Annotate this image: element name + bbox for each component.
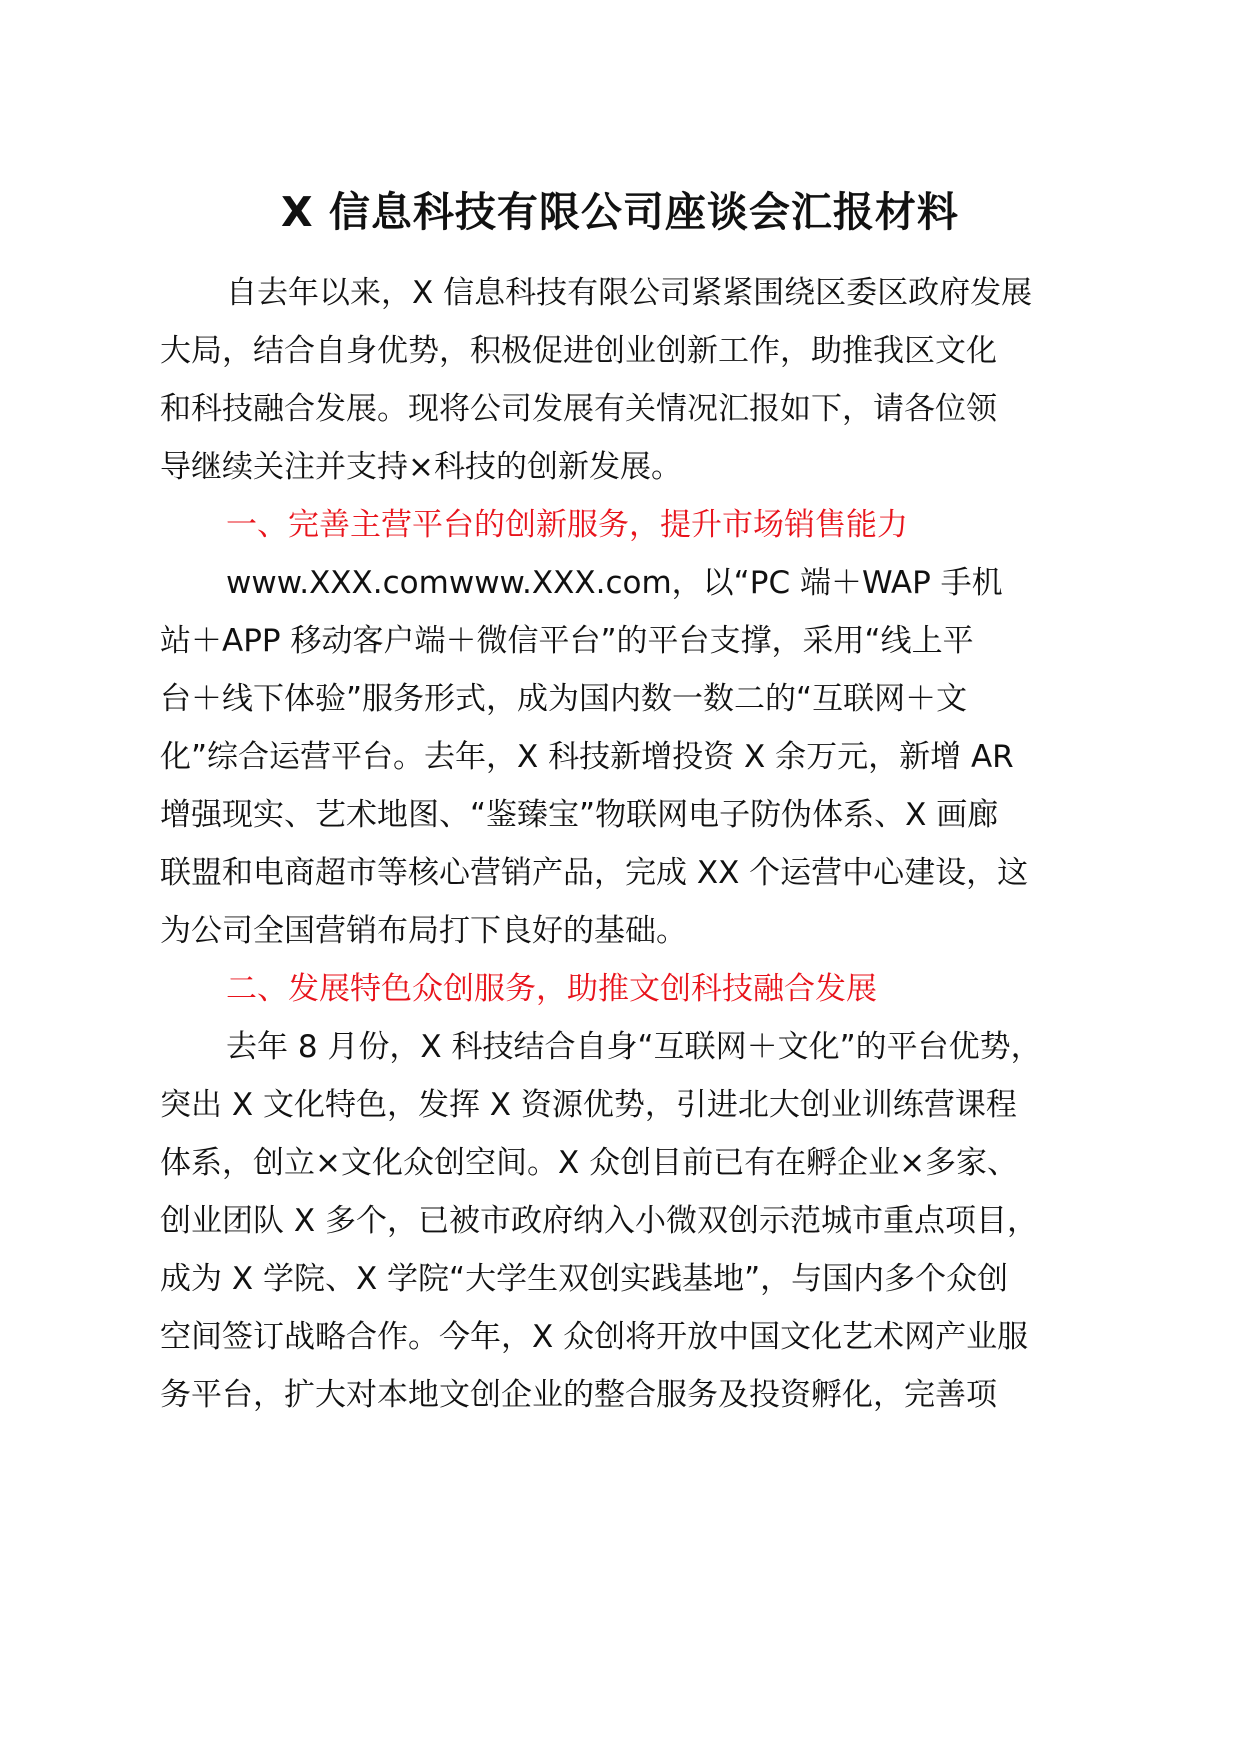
intro-line: 大局，结合自身优势，积极促进创业创新工作，助推我区文化	[160, 333, 997, 369]
intro-line: 和科技融合发展。现将公司发展有关情况汇报如下，请各位领	[160, 391, 997, 427]
section2-line: 务平台，扩大对本地文创企业的整合服务及投资孵化，完善项	[160, 1377, 997, 1413]
intro-line: 自去年以来，X 信息科技有限公司紧紧围绕区委区政府发展	[226, 275, 1033, 311]
section1-line: 站＋APP 移动客户端＋微信平台”的平台支撑，采用“线上平	[160, 623, 974, 659]
section1-line: 为公司全国营销布局打下良好的基础。	[160, 913, 687, 949]
section1-line: 增强现实、艺术地图、“鉴臻宝”物联网电子防伪体系、X 画廊	[160, 797, 999, 833]
section1-line: 化”综合运营平台。去年，X 科技新增投资 X 余万元，新增 AR	[160, 739, 1014, 775]
section1-line: www.XXX.comwww.XXX.com，以“PC 端＋WAP 手机	[226, 565, 1003, 601]
intro-line: 导继续关注并支持×科技的创新发展。	[160, 449, 682, 485]
section2-line: 空间签订战略合作。今年，X 众创将开放中国文化艺术网产业服	[160, 1319, 1029, 1355]
section2-line: 体系，创立×文化众创空间。X 众创目前已有在孵企业×多家、	[160, 1145, 1019, 1181]
section1-line: 联盟和电商超市等核心营销产品，完成 XX 个运营中心建设，这	[160, 855, 1029, 891]
section2-line: 去年 8 月份，X 科技结合自身“互联网＋文化”的平台优势，	[226, 1029, 1042, 1065]
section2-line: 成为 X 学院、X 学院“大学生双创实践基地”，与国内多个众创	[160, 1261, 1009, 1297]
document-title: X 信息科技有限公司座谈会汇报材料	[281, 188, 959, 236]
section2-line: 创业团队 X 多个，已被市政府纳入小微双创示范城市重点项目，	[160, 1203, 1038, 1239]
section-heading-2: 二、发展特色众创服务，助推文创科技融合发展	[226, 971, 877, 1007]
section1-line: 台＋线下体验”服务形式，成为国内数一数二的“互联网＋文	[160, 681, 968, 717]
section2-line: 突出 X 文化特色，发挥 X 资源优势，引进北大创业训练营课程	[160, 1087, 1017, 1123]
section-heading-1: 一、完善主营平台的创新服务，提升市场销售能力	[226, 507, 908, 543]
